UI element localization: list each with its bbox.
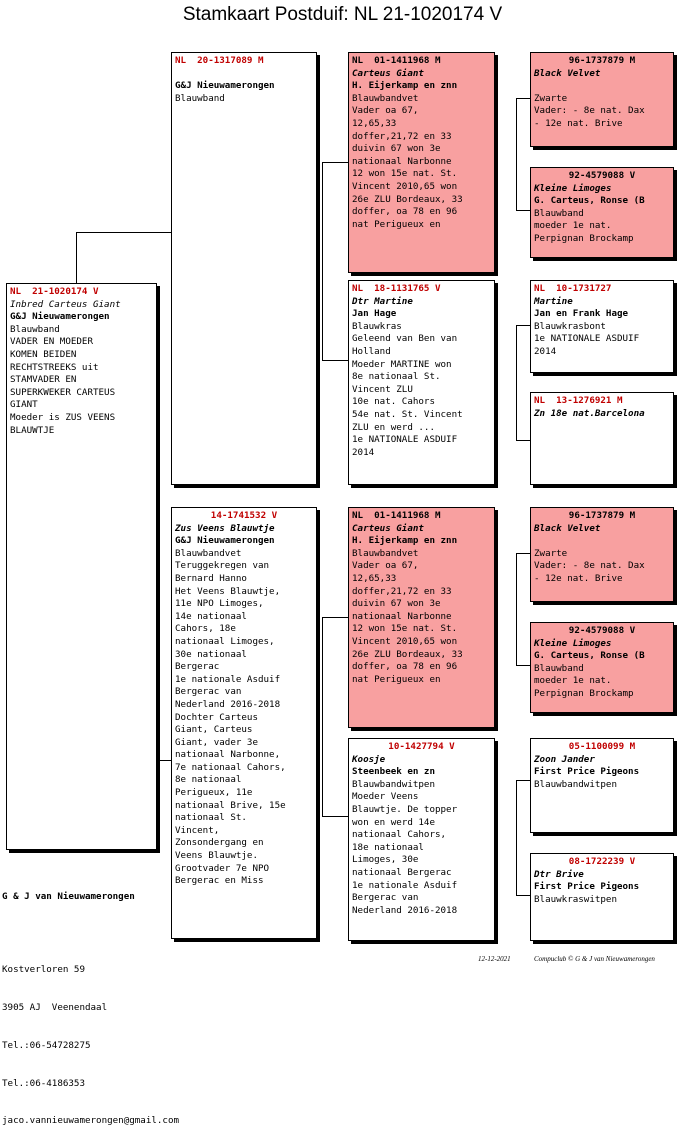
software-credit: Compuclub © G & J van Nieuwamerongen bbox=[534, 955, 655, 963]
connector-line bbox=[322, 617, 348, 618]
connector-line bbox=[516, 553, 530, 554]
card-line: won en werd 14e bbox=[352, 816, 435, 828]
connector-line bbox=[516, 325, 517, 440]
pigeon-name: Zoon Jander bbox=[534, 753, 595, 765]
card-line: STAMVADER EN bbox=[10, 374, 77, 386]
card-line: 2014 bbox=[352, 446, 375, 458]
phone-number: Tel.:06-4186353 bbox=[2, 1077, 85, 1089]
owner-name: Steenbeek en zn bbox=[352, 766, 435, 778]
connector-line bbox=[322, 816, 348, 817]
ring-number: 10-1427794 V bbox=[388, 741, 455, 752]
great-grandparent-card[interactable] bbox=[530, 167, 674, 258]
owner-name: G. Carteus, Ronse (B bbox=[534, 195, 645, 207]
pigeon-name: Carteus Giant bbox=[352, 67, 424, 79]
card-line: Het Veens Blauwtje, bbox=[175, 585, 281, 597]
card-line: Limoges, 30e bbox=[352, 854, 419, 866]
pigeon-name: Dtr Brive bbox=[534, 868, 584, 880]
pigeon-name: Martine bbox=[534, 295, 573, 307]
connector-line bbox=[516, 665, 530, 666]
pigeon-name: Koosje bbox=[352, 753, 386, 765]
card-line: nationaal Narbonne bbox=[352, 155, 452, 167]
card-line: Bernard Hanno bbox=[175, 572, 247, 584]
ring-number: 05-1100099 M bbox=[568, 741, 636, 752]
card-line: duivin 67 won 3e bbox=[352, 143, 441, 155]
card-line: ZLU en werd ... bbox=[352, 421, 435, 433]
great-grandparent-card[interactable] bbox=[530, 280, 674, 373]
ring-number: NL 20-1317089 M bbox=[175, 55, 264, 66]
card-line: 1e nationale Asduif bbox=[175, 673, 281, 685]
card-line: 11e NPO Limoges, bbox=[175, 598, 264, 610]
card-line: 1e nationale Asduif bbox=[352, 879, 458, 891]
card-line: doffer,21,72 en 33 bbox=[352, 130, 452, 142]
card-line: Vader oa 67, bbox=[352, 560, 419, 572]
owner-name: First Price Pigeons bbox=[534, 881, 640, 893]
great-grandparent-card[interactable] bbox=[530, 853, 674, 941]
card-line: Giant, vader 3e bbox=[175, 736, 258, 748]
card-line: doffer, oa 78 en 96 bbox=[352, 661, 458, 673]
card-line: Nederland 2016-2018 bbox=[352, 904, 458, 916]
card-line: 2014 bbox=[534, 345, 557, 357]
card-line bbox=[534, 80, 670, 93]
card-line: moeder 1e nat. bbox=[534, 220, 612, 232]
owner-name: Jan en Frank Hage bbox=[534, 308, 629, 320]
card-line: nationaal Bergerac bbox=[352, 866, 452, 878]
card-line: nationaal Narbonne, bbox=[175, 749, 281, 761]
card-line: Blauwband bbox=[175, 92, 225, 104]
card-line: 1e NATIONALE ASDUIF bbox=[352, 434, 458, 446]
owner-name: G. Carteus, Ronse (B bbox=[534, 650, 645, 662]
card-line: Vader: - 8e nat. Dax bbox=[534, 560, 645, 572]
pigeon-name: Zus Veens Blauwtje bbox=[175, 522, 275, 534]
connector-line bbox=[322, 360, 348, 361]
owner-name: H. Eijerkamp en znn bbox=[352, 80, 458, 92]
great-grandparent-card[interactable] bbox=[530, 52, 674, 147]
card-line: KOMEN BEIDEN bbox=[10, 348, 77, 360]
card-line: Vincent 2010,65 won bbox=[352, 635, 458, 647]
great-grandparent-card[interactable] bbox=[530, 392, 674, 485]
card-line: Cahors, 18e bbox=[175, 623, 236, 635]
card-line: Grootvader 7e NPO bbox=[175, 862, 270, 874]
maternal-grandfather-card[interactable] bbox=[348, 507, 495, 728]
card-line: BLAUWTJE bbox=[10, 424, 55, 436]
card-line: nationaal Narbonne bbox=[352, 610, 452, 622]
card-line: duivin 67 won 3e bbox=[352, 598, 441, 610]
card-line: 30e nationaal bbox=[175, 648, 247, 660]
card-line: Moeder Veens bbox=[352, 791, 419, 803]
card-line: Blauwbandvet bbox=[175, 547, 242, 559]
card-line: Bergerac bbox=[175, 661, 220, 673]
card-line: doffer, oa 78 en 96 bbox=[352, 206, 458, 218]
card-line: Vader oa 67, bbox=[352, 105, 419, 117]
connector-line bbox=[516, 210, 530, 211]
card-line: 1e NATIONALE ASDUIF bbox=[534, 333, 640, 345]
connector-line bbox=[76, 232, 77, 284]
card-line: - 12e nat. Brive bbox=[534, 572, 623, 584]
card-line: Perigueux, 11e bbox=[175, 787, 253, 799]
paternal-grandfather-card[interactable] bbox=[348, 52, 495, 273]
maternal-grandmother-card[interactable] bbox=[348, 738, 495, 941]
email-address[interactable]: jaco.vannieuwamerongen@gmail.com bbox=[2, 1115, 180, 1127]
subject-card[interactable] bbox=[6, 283, 157, 850]
connector-line bbox=[516, 98, 517, 210]
owner-address-block bbox=[2, 866, 179, 1140]
card-line: 18e nationaal bbox=[352, 841, 424, 853]
card-line: 26e ZLU Bordeaux, 33 bbox=[352, 648, 463, 660]
card-line bbox=[534, 535, 670, 548]
card-line: nationaal St. bbox=[175, 812, 247, 824]
connector-line bbox=[516, 780, 530, 781]
connector-line bbox=[516, 553, 517, 665]
pigeon-name: Black Velvet bbox=[534, 522, 601, 534]
card-line: SUPERKWEKER CARTEUS bbox=[10, 386, 116, 398]
card-line: Blauwtje. De topper bbox=[352, 803, 458, 815]
card-line: doffer,21,72 en 33 bbox=[352, 585, 452, 597]
ring-number: 14-1741532 V bbox=[210, 510, 278, 521]
card-line: Blauwkras bbox=[352, 320, 402, 332]
card-line: 26e ZLU Bordeaux, 33 bbox=[352, 193, 463, 205]
connector-line bbox=[322, 162, 348, 163]
card-line: Bergerac van bbox=[352, 892, 419, 904]
father-card[interactable] bbox=[171, 52, 317, 485]
card-line: Vader: - 8e nat. Dax bbox=[534, 105, 645, 117]
owner-name: H. Eijerkamp en znn bbox=[352, 535, 458, 547]
card-line: Moeder is ZUS VEENS bbox=[10, 411, 116, 423]
card-line: Blauwband bbox=[10, 323, 60, 335]
card-line: moeder 1e nat. bbox=[534, 675, 612, 687]
ring-number: 08-1722239 V bbox=[568, 856, 636, 867]
ring-number: NL 18-1131765 V bbox=[352, 283, 441, 294]
card-line: 14e nationaal bbox=[175, 610, 247, 622]
connector-line bbox=[322, 617, 323, 816]
card-line: 12 won 15e nat. St. bbox=[352, 623, 458, 635]
card-line: 12 won 15e nat. St. bbox=[352, 168, 458, 180]
ring-number: NL 21-1020174 V bbox=[10, 286, 99, 297]
address-line: Kostverloren 59 bbox=[2, 964, 85, 976]
card-line: Veens Blauwtje. bbox=[175, 850, 258, 862]
card-line: Blauwbandwitpen bbox=[534, 778, 617, 790]
connector-line bbox=[516, 325, 530, 326]
owner-name: G&J Nieuwamerongen bbox=[175, 535, 275, 547]
pigeon-name: Zn 18e nat.Barcelona bbox=[534, 407, 645, 419]
card-line: 12,65,33 bbox=[352, 572, 397, 584]
card-line: Vincent 2010,65 won bbox=[352, 180, 458, 192]
card-line: Zwarte bbox=[534, 547, 568, 559]
card-line: Teruggekregen van bbox=[175, 560, 270, 572]
card-line: Blauwkraswitpen bbox=[534, 893, 617, 905]
card-line: Holland bbox=[352, 345, 391, 357]
mother-card[interactable] bbox=[171, 507, 317, 939]
card-line: Moeder MARTINE won bbox=[352, 358, 452, 370]
card-line: 8e nationaal St. bbox=[352, 371, 441, 383]
card-line: nationaal Cahors, bbox=[352, 829, 447, 841]
great-grandparent-card[interactable] bbox=[530, 507, 674, 602]
card-line: nationaal Limoges, bbox=[175, 635, 275, 647]
card-line: Zwarte bbox=[534, 92, 568, 104]
pigeon-name: Kleine Limoges bbox=[534, 637, 612, 649]
owner-name: Jan Hage bbox=[352, 308, 397, 320]
ring-number: NL 13-1276921 M bbox=[534, 395, 623, 406]
card-line: 54e nat. St. Vincent bbox=[352, 408, 463, 420]
card-line: 8e nationaal bbox=[175, 774, 242, 786]
phone-number: Tel.:06-54728275 bbox=[2, 1039, 91, 1051]
connector-line bbox=[516, 98, 530, 99]
print-date: 12-12-2021 bbox=[478, 955, 511, 963]
card-line: Blauwband bbox=[534, 207, 584, 219]
card-line: Vincent ZLU bbox=[352, 383, 413, 395]
ring-number: 92-4579088 V bbox=[568, 625, 636, 636]
great-grandparent-card[interactable] bbox=[530, 738, 674, 833]
connector-line bbox=[322, 162, 323, 360]
card-line: Blauwbandvet bbox=[352, 92, 419, 104]
card-line: VADER EN MOEDER bbox=[10, 336, 93, 348]
card-line: Perpignan Brockamp bbox=[534, 687, 634, 699]
owner-name: G & J van Nieuwamerongen bbox=[2, 891, 135, 903]
card-line: nationaal Brive, 15e bbox=[175, 799, 286, 811]
card-line: Blauwkrasbont bbox=[534, 320, 606, 332]
card-line: Blauwbandvet bbox=[352, 547, 419, 559]
card-line: Zonsondergang en bbox=[175, 837, 264, 849]
connector-line bbox=[516, 780, 517, 895]
connector-line bbox=[76, 232, 171, 233]
connector-line bbox=[516, 440, 530, 441]
card-line: Perpignan Brockamp bbox=[534, 232, 634, 244]
card-line: nat Perigueux en bbox=[352, 673, 441, 685]
owner-name: G&J Nieuwamerongen bbox=[175, 80, 275, 92]
card-line: Geleend van Ben van bbox=[352, 333, 458, 345]
ring-number: NL 10-1731727 bbox=[534, 283, 612, 294]
address-line: 3905 AJ Veenendaal bbox=[2, 1001, 108, 1013]
card-line: 12,65,33 bbox=[352, 117, 397, 129]
page-title: Stamkaart Postduif: NL 21-1020174 V bbox=[182, 4, 503, 25]
card-line: Blauwband bbox=[534, 662, 584, 674]
pigeon-name: Kleine Limoges bbox=[534, 182, 612, 194]
pigeon-name: Inbred Carteus Giant bbox=[10, 298, 121, 310]
card-line: nat Perigueux en bbox=[352, 218, 441, 230]
owner-name: First Price Pigeons bbox=[534, 766, 640, 778]
card-line: Vincent, bbox=[175, 824, 220, 836]
pigeon-name: Black Velvet bbox=[534, 67, 601, 79]
card-line: - 12e nat. Brive bbox=[534, 117, 623, 129]
ring-number: NL 01-1411968 M bbox=[352, 55, 441, 66]
owner-name: G&J Nieuwamerongen bbox=[10, 311, 110, 323]
card-line: Blauwbandwitpen bbox=[352, 778, 435, 790]
connector-line bbox=[516, 895, 530, 896]
card-line: Bergerac en Miss bbox=[175, 875, 264, 887]
card-line: Bergerac van bbox=[175, 686, 242, 698]
ring-number: 92-4579088 V bbox=[568, 170, 636, 181]
card-line: Nederland 2016-2018 bbox=[175, 698, 281, 710]
card-line: 7e nationaal Cahors, bbox=[175, 761, 286, 773]
card-line: GIANT bbox=[10, 399, 38, 411]
ring-number: NL 01-1411968 M bbox=[352, 510, 441, 521]
card-line: 10e nat. Cahors bbox=[352, 396, 435, 408]
paternal-grandmother-card[interactable] bbox=[348, 280, 495, 485]
card-line: Giant, Carteus bbox=[175, 724, 253, 736]
pigeon-name: Carteus Giant bbox=[352, 522, 424, 534]
card-line: RECHTSTREEKS uit bbox=[10, 361, 99, 373]
great-grandparent-card[interactable] bbox=[530, 622, 674, 713]
pigeon-name: Dtr Martine bbox=[352, 295, 413, 307]
ring-number: 96-1737879 M bbox=[568, 510, 636, 521]
card-line: Dochter Carteus bbox=[175, 711, 258, 723]
ring-number: 96-1737879 M bbox=[568, 55, 636, 66]
